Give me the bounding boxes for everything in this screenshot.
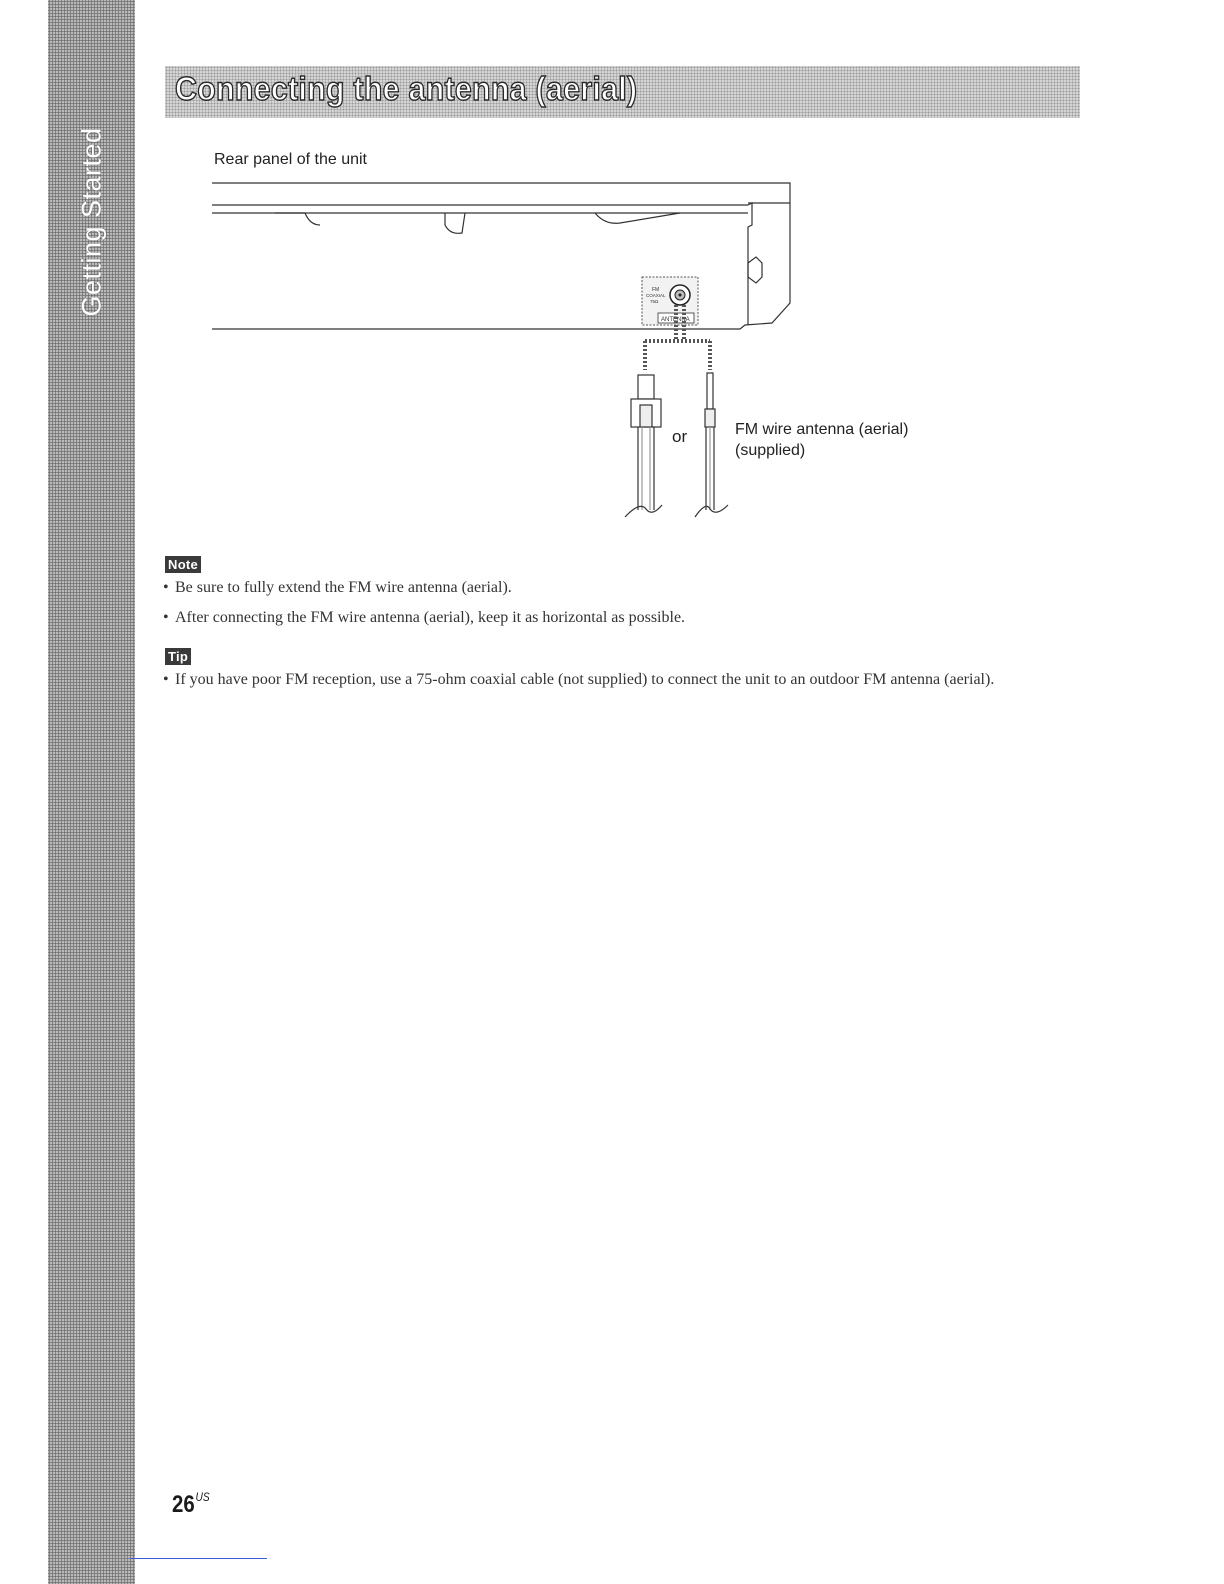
antenna-label-line1: FM wire antenna (aerial): [735, 421, 909, 438]
page-number: [172, 1490, 210, 1519]
wire-antenna: [695, 373, 728, 517]
tip-badge: Tip: [165, 648, 191, 665]
note-list: [163, 578, 685, 638]
jack-label-antenna: ANTENNA: [661, 317, 690, 323]
note-item: • After connecting the FM wire antenna (aerial), keep it as horizontal as possible.: [163, 608, 685, 628]
antenna-label: [735, 419, 908, 461]
diagram-caption: Rear panel of the unit: [214, 151, 367, 168]
footer-rule: [130, 1558, 267, 1559]
note-badge: Note: [165, 556, 201, 573]
section-header: [165, 66, 1080, 118]
sidebar-tab-label: Getting Started: [76, 127, 106, 317]
jack-label-coaxial: COAXIAL: [646, 293, 666, 298]
unit-side-nub: [748, 257, 762, 283]
or-label: or: [672, 427, 688, 446]
tip-list: [163, 670, 1063, 700]
jack-label-fm: FM: [652, 287, 660, 293]
unit-foot-2: [445, 213, 465, 233]
unit-foot-1: [275, 213, 320, 225]
antenna-label-line2: (supplied): [735, 442, 806, 459]
section-title: Connecting the antenna (aerial): [175, 70, 638, 107]
page-number-value: 26: [172, 1491, 195, 1518]
sidebar-tab: [48, 0, 135, 1584]
note-item: • Be sure to fully extend the FM wire antenna (aerial).: [163, 578, 685, 598]
rear-panel-illustration: [200, 145, 1000, 525]
antenna-diagram: [200, 145, 1000, 525]
tip-item: • If you have poor FM reception, use a 75-ohm coaxial cable (not supplied) to connect the unit to an outdoor FM antenna (aerial).: [163, 670, 1063, 690]
jack-label-ohm: 75Ω: [650, 299, 659, 304]
antenna-jack-panel: [642, 277, 698, 325]
unit-foot-3: [595, 213, 680, 223]
page-number-suffix: US: [195, 1490, 210, 1504]
coaxial-plug: [625, 375, 662, 517]
